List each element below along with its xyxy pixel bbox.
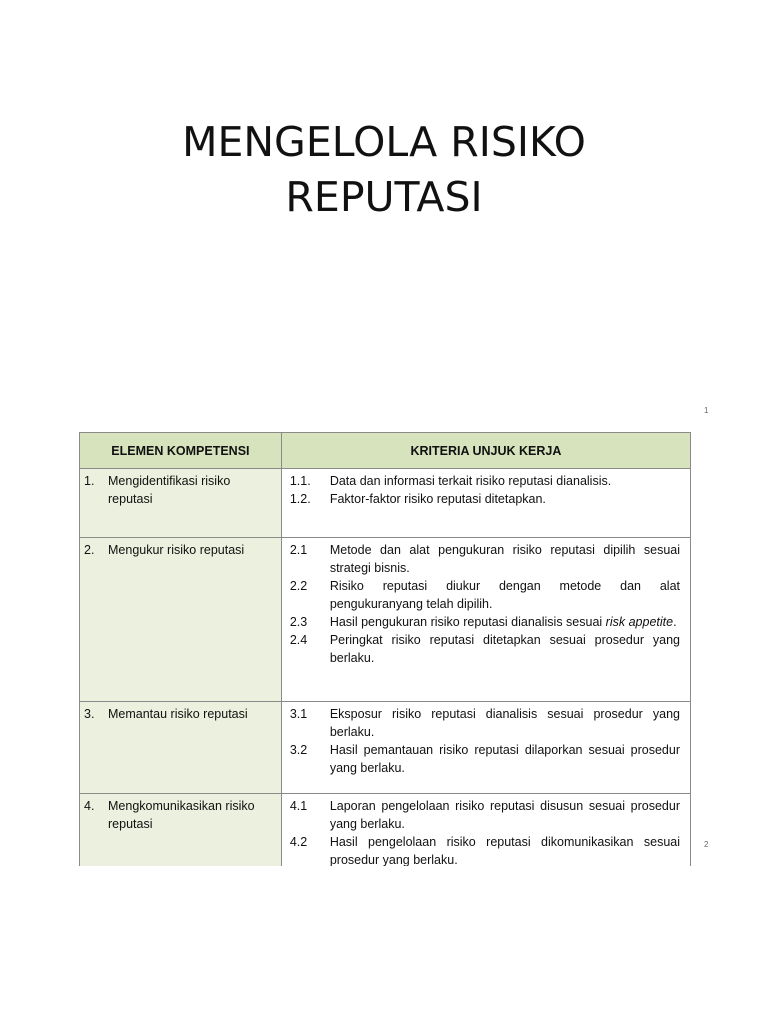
criteria-text: Hasil pemantauan risiko reputasi dilaporkan sesuai prosedur yang berlaku. xyxy=(329,743,680,775)
criteria-number: 2.4 xyxy=(289,633,308,647)
header-elemen-kompetensi: ELEMEN KOMPETENSI xyxy=(80,433,282,469)
element-cell xyxy=(80,794,282,867)
criteria-item xyxy=(290,613,680,631)
criteria-item xyxy=(290,490,680,508)
criteria-number: 4.2 xyxy=(289,835,308,849)
competency-table xyxy=(79,432,691,866)
element-cell xyxy=(80,469,282,538)
criteria-number: 4.1 xyxy=(289,799,308,813)
element-number: 3. xyxy=(84,707,95,721)
criteria-item xyxy=(290,577,680,613)
table-header-row xyxy=(80,433,691,469)
element-text: Memantau risiko reputasi xyxy=(108,707,248,721)
title-line-2: REPUTASI xyxy=(285,173,483,221)
criteria-text: Eksposur risiko reputasi dianalisis sesuai prosedur yang berlaku. xyxy=(329,707,680,739)
criteria-number: 3.1 xyxy=(289,707,308,721)
criteria-text: Data dan informasi terkait risiko reputasi dianalisis. xyxy=(329,474,612,488)
element-number: 2. xyxy=(84,543,95,557)
criteria-number: 2.1 xyxy=(289,543,308,557)
title-line-1: MENGELOLA RISIKO xyxy=(182,118,586,166)
criteria-text: Laporan pengelolaan risiko reputasi disusun sesuai prosedur yang berlaku. xyxy=(329,799,680,831)
criteria-item xyxy=(290,833,680,866)
criteria-number: 2.2 xyxy=(289,579,308,593)
element-text: Mengkomunikasikan risiko reputasi xyxy=(108,799,255,831)
criteria-item xyxy=(290,631,680,667)
element-number: 4. xyxy=(84,799,95,813)
criteria-number: 1.1. xyxy=(289,474,311,488)
element-cell xyxy=(80,538,282,702)
table-row xyxy=(80,794,691,867)
page-title xyxy=(0,115,768,225)
criteria-text: Faktor-faktor risiko reputasi ditetapkan. xyxy=(329,492,546,506)
element-text: Mengidentifikasi risiko reputasi xyxy=(108,474,231,506)
criteria-item xyxy=(290,705,680,741)
table-row xyxy=(80,469,691,538)
element-text: Mengukur risiko reputasi xyxy=(108,543,245,557)
criteria-text: Peringkat risiko reputasi ditetapkan sesuai prosedur yang berlaku. xyxy=(329,633,680,665)
table-row xyxy=(80,538,691,702)
criteria-number: 2.3 xyxy=(289,615,308,629)
criteria-cell xyxy=(281,702,690,794)
element-number: 1. xyxy=(84,474,95,488)
criteria-text-main: Hasil pengukuran risiko reputasi dianalisis sesuai xyxy=(329,615,606,629)
criteria-cell xyxy=(281,538,690,702)
criteria-text-after: . xyxy=(673,615,677,629)
element-cell xyxy=(80,702,282,794)
criteria-number: 3.2 xyxy=(289,743,308,757)
criteria-text: Hasil pengelolaan risiko reputasi dikomunikasikan sesuai prosedur yang berlaku. xyxy=(329,835,680,866)
criteria-cell xyxy=(281,469,690,538)
criteria-text xyxy=(330,613,680,631)
header-kriteria-unjuk-kerja: KRITERIA UNJUK KERJA xyxy=(281,433,690,469)
criteria-cell xyxy=(281,794,690,867)
criteria-item xyxy=(290,541,680,577)
criteria-item xyxy=(290,797,680,833)
criteria-text: Risiko reputasi diukur dengan metode dan alat pengukuranyang telah dipilih. xyxy=(329,579,680,611)
criteria-text: Metode dan alat pengukuran risiko reputasi dipilih sesuai strategi bisnis. xyxy=(329,543,680,575)
criteria-number: 1.2. xyxy=(289,492,311,506)
criteria-item xyxy=(290,472,680,490)
competency-table-container xyxy=(79,432,691,866)
criteria-text-italic: risk appetite xyxy=(605,615,674,629)
table-row xyxy=(80,702,691,794)
page-number-1: 1 xyxy=(704,406,709,415)
page-number-2: 2 xyxy=(704,840,709,849)
criteria-item xyxy=(290,741,680,777)
